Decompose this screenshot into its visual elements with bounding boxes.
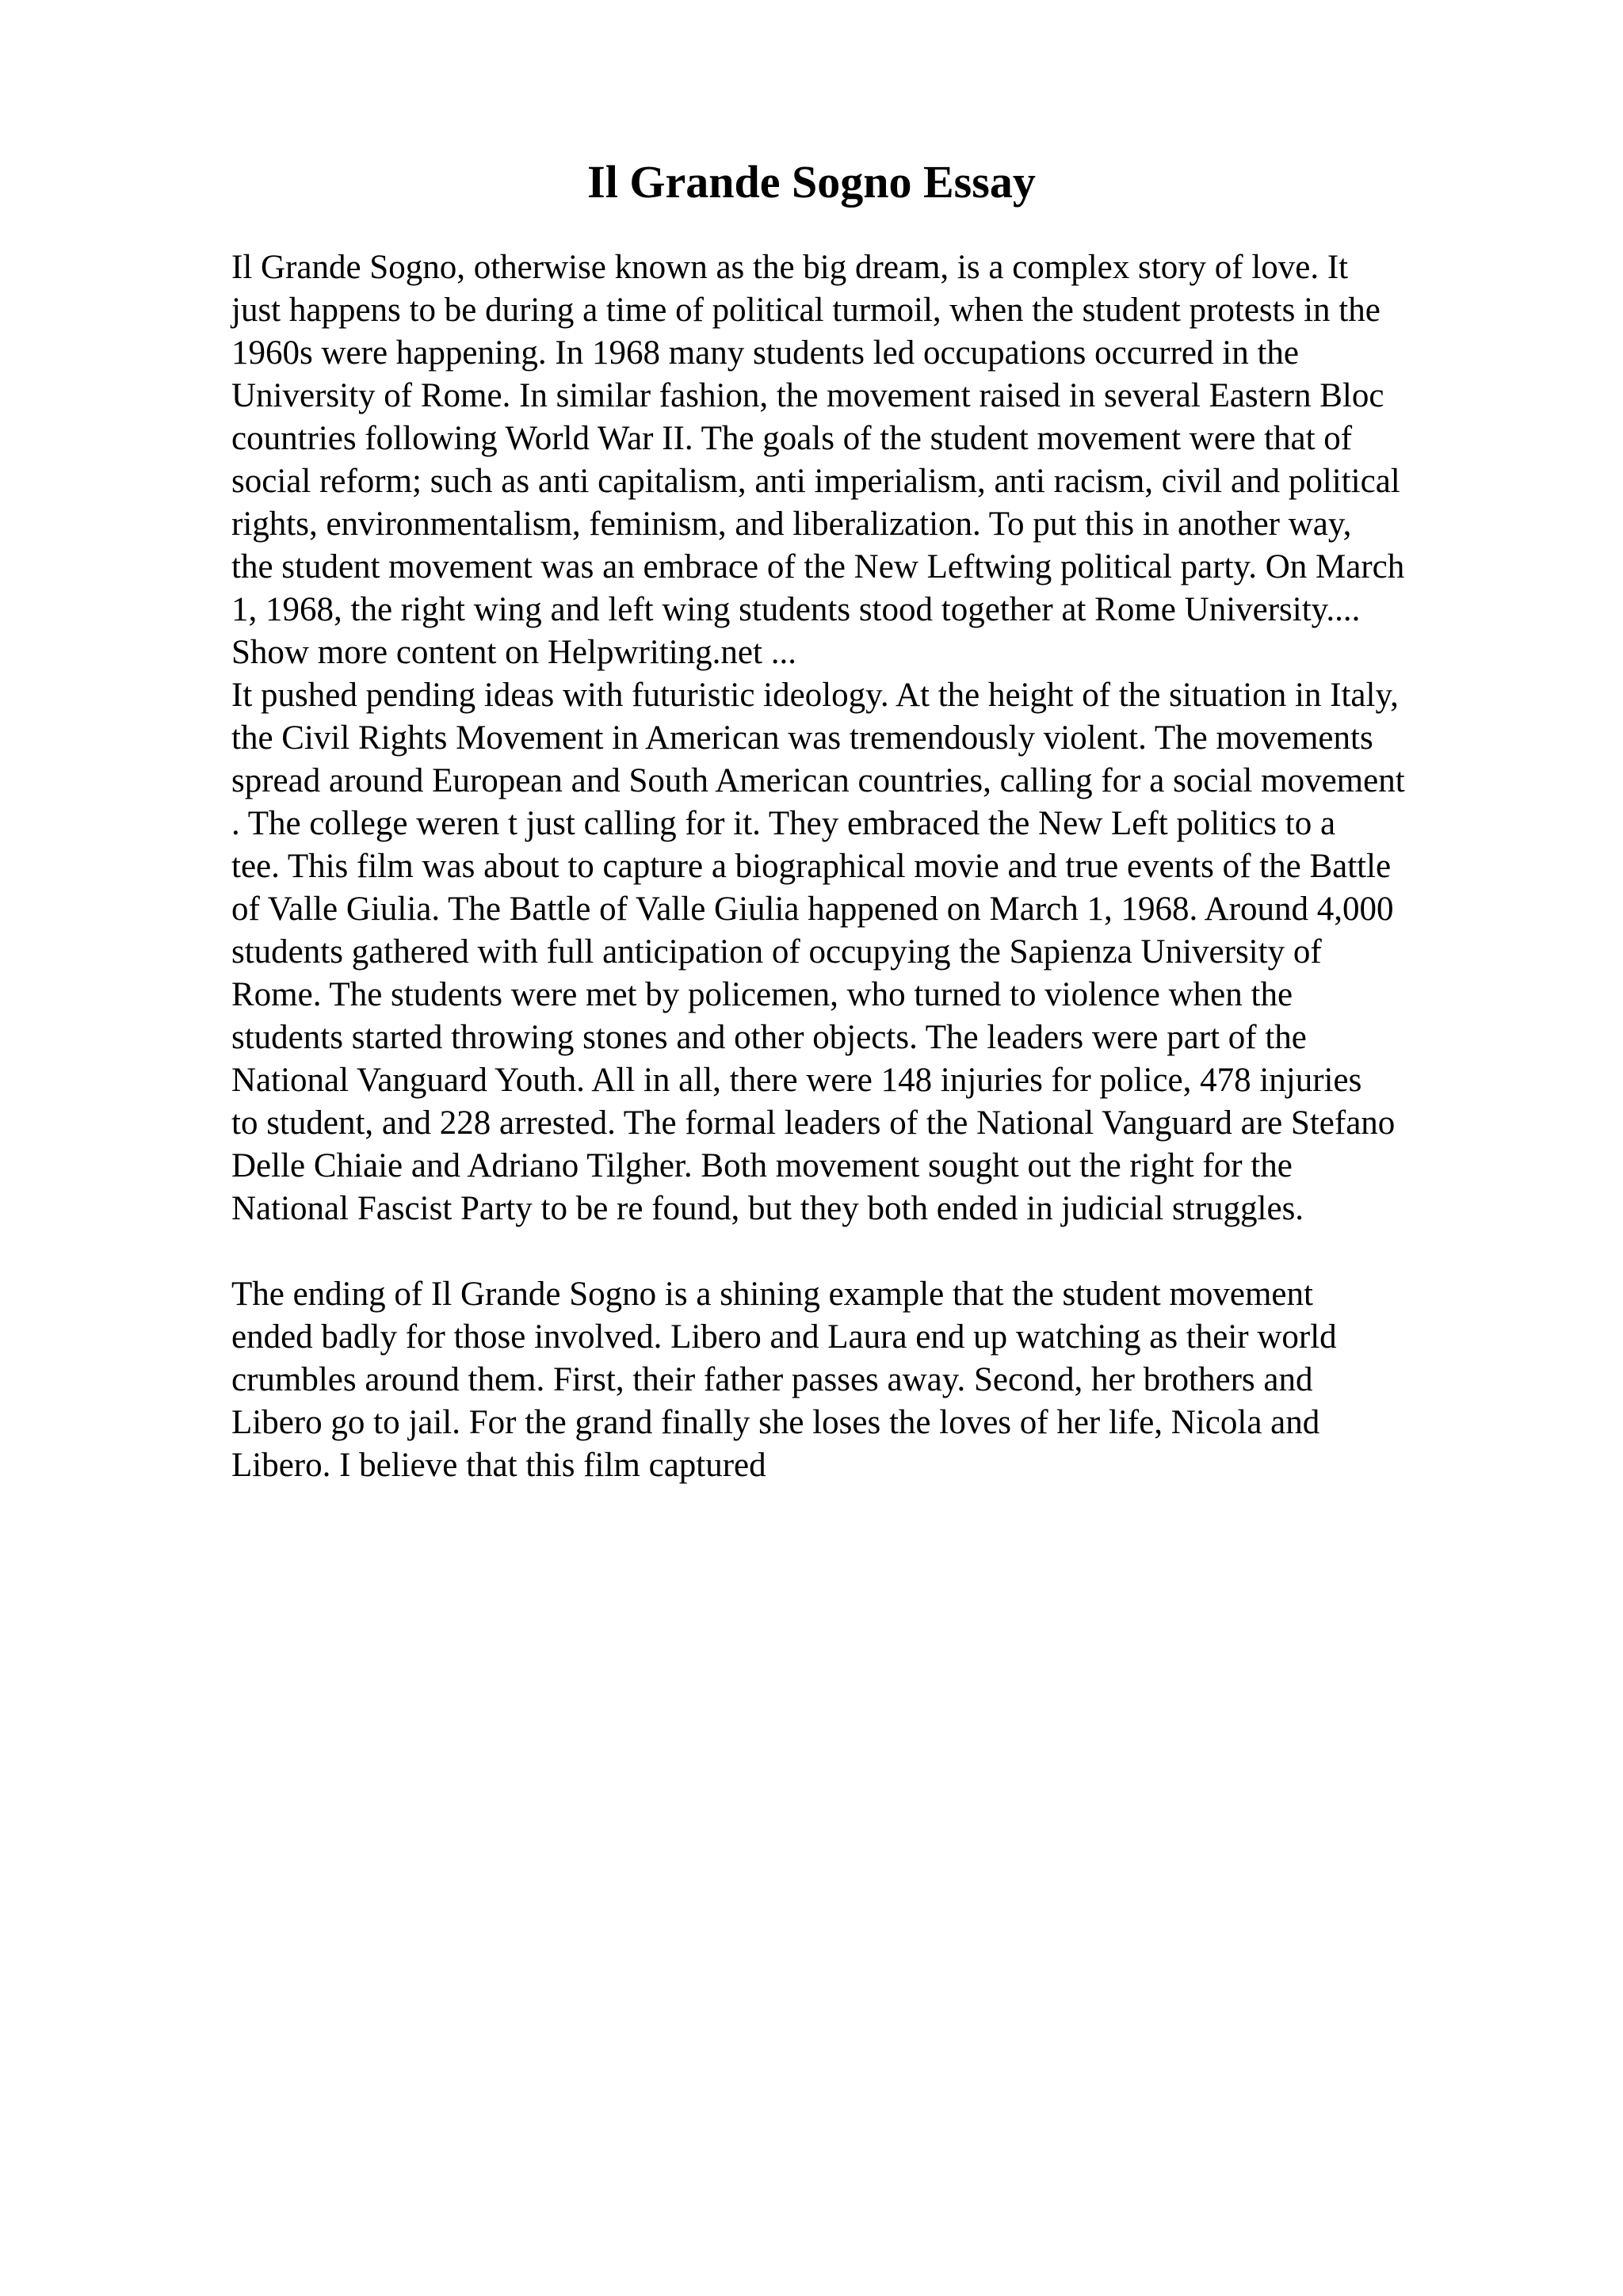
text-line: . The college weren t just calling for it. They embraced the New Left politics to a <box>231 805 1336 842</box>
text-line: students started throwing stones and other objects. The leaders were part of the <box>231 1019 1307 1056</box>
text-line: rights, environmentalism, feminism, and liberalization. To put this in another way, <box>231 505 1352 543</box>
document-title: Il Grande Sogno Essay <box>587 156 1036 208</box>
show-more-line: Show more content on Helpwriting.net ... <box>231 634 796 671</box>
text-line: of Valle Giulia. The Battle of Valle Giulia happened on March 1, 1968. Around 4,000 <box>231 891 1394 928</box>
text-line: crumbles around them. First, their father passes away. Second, her brothers and <box>231 1361 1313 1398</box>
text-line: students gathered with full anticipation of occupying the Sapienza University of <box>231 933 1322 971</box>
text-line: University of Rome. In similar fashion, the movement raised in several Eastern Bloc <box>231 377 1384 414</box>
paragraph-break <box>231 1230 1531 1273</box>
text-line: the student movement was an embrace of the New Leftwing political party. On March <box>231 548 1405 585</box>
text-line: National Fascist Party to be re found, but they both ended in judicial struggles. <box>231 1190 1304 1227</box>
text-line: Il Grande Sogno, otherwise known as the big dream, is a complex story of love. It <box>231 249 1349 286</box>
text-line: just happens to be during a time of political turmoil, when the student protests in the <box>231 292 1381 329</box>
text-line: the Civil Rights Movement in American was tremendously violent. The movements <box>231 719 1373 757</box>
text-line: social reform; such as anti capitalism, anti imperialism, anti racism, civil and political <box>231 463 1400 500</box>
text-line: ended badly for those involved. Libero and Laura end up watching as their world <box>231 1318 1337 1356</box>
text-line: The ending of Il Grande Sogno is a shining example that the student movement <box>231 1276 1313 1313</box>
text-line: National Vanguard Youth. All in all, there were 148 injuries for police, 478 injuries <box>231 1062 1362 1099</box>
text-line: spread around European and South American countries, calling for a social movement <box>231 762 1405 799</box>
text-line: It pushed pending ideas with futuristic ideology. At the height of the situation in Italy, <box>231 677 1399 714</box>
text-line: countries following World War II. The goals of the student movement were that of <box>231 420 1353 457</box>
text-line: tee. This film was about to capture a biographical movie and true events of the Battle <box>231 848 1392 885</box>
text-line: Delle Chiaie and Adriano Tilgher. Both movement sought out the right for the <box>231 1147 1293 1184</box>
text-line: Libero go to jail. For the grand finally she loses the loves of her life, Nicola and <box>231 1404 1320 1441</box>
text-line: Libero. I believe that this film captured <box>231 1447 766 1484</box>
text-line: 1960s were happening. In 1968 many students led occupations occurred in the <box>231 334 1299 372</box>
text-line: to student, and 228 arrested. The formal leaders of the National Vanguard are Stefano <box>231 1104 1396 1142</box>
essay-body <box>231 246 1531 1487</box>
text-line: 1, 1968, the right wing and left wing students stood together at Rome University.... <box>231 591 1361 628</box>
text-line: Rome. The students were met by policemen, who turned to violence when the <box>231 976 1293 1013</box>
